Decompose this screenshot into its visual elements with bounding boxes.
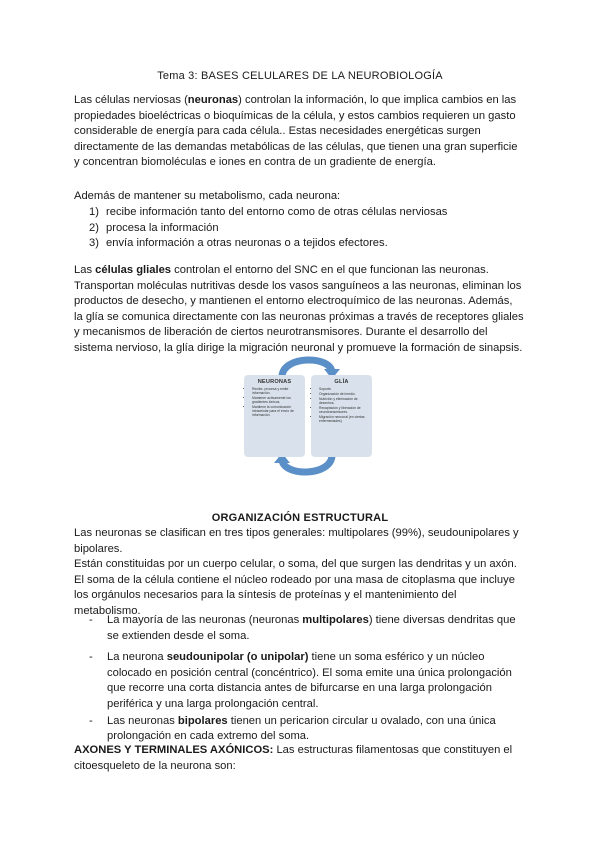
list-text: procesa la información	[106, 221, 219, 234]
list-item	[74, 613, 524, 644]
list-item: • Nutrición y eliminación de desechos.	[319, 397, 369, 405]
bullet-post: tienen un pericarion circular u ovalado, con una única prolongación en cada extremo del soma.	[107, 714, 496, 743]
glia-text-a: Las	[74, 264, 96, 276]
bullet-pre: La mayoría de las neuronas (neuronas	[107, 614, 303, 626]
bullet-pre: Las neuronas	[107, 714, 178, 727]
classification-paragraph: Las neuronas se clasifican en tres tipos generales: multipolares (99%), seudounipolares y bipolares.	[74, 527, 519, 555]
list-item	[74, 221, 524, 237]
bullet-post: ) tiene diversas dendritas que se extienden desde el soma.	[107, 614, 516, 642]
structure-paragraph: Están constituidas por un cuerpo celular, o soma, del que surgen las dendritas y un axón. El soma de la célula contiene el núcleo rodeado por una masa de citoplasma que incluye los orgánulos necesarios para la síntesis de proteínas y el mantenimiento del metabolismo.	[74, 558, 517, 617]
bottom-arrow	[282, 455, 332, 472]
list-item	[74, 236, 524, 252]
list-item: • Recibe, procesa y emite información.	[252, 387, 302, 395]
glia-text-c: controlan el entorno del SNC en el que funcionan las neuronas. Transportan moléculas nutritivas desde los vasos sanguíneos a las neuronas, eliminan los productos de desecho, y mantienen el entorno electroquímico de las neuronas. Además, la glía se comunica directamente con las neuronas próximas a través de receptores gliales y mecanismos de liberación de ciertos neurotransmisores. Durante el desarrollo del sistema nervioso, la glía dirige la migración neuronal y promueve la formación de sinapsis.	[74, 264, 524, 354]
glia-box-title: GLÍA	[334, 379, 349, 385]
list-number: 3)	[89, 237, 99, 250]
neuron-types-list	[74, 613, 524, 745]
page-title: Tema 3: BASES CELULARES DE LA NEUROBIOLOGÍA	[157, 70, 443, 82]
axons-paragraph	[74, 743, 524, 774]
neurons-box-list	[244, 387, 305, 418]
intro-bold-neuronas: neuronas	[187, 94, 239, 106]
neurons-box	[244, 375, 305, 457]
neurons-glia-diagram	[238, 351, 376, 481]
bullet-post: tiene un soma esférico y un núcleo colocado en posición central (concéntrico). El soma emite una única prolongación que recorre una corta distancia antes de bifurcarse en una larga prolongación periférica y una larga prolongación central.	[107, 651, 512, 710]
section-title-organizacion: ORGANIZACIÓN ESTRUCTURAL	[211, 512, 389, 524]
bullet-bold: seudounipolar (o unipolar)	[166, 651, 309, 664]
list-item: • Mantiene la comunicación intracelular para el envío de información.	[252, 405, 302, 418]
glia-box	[311, 375, 372, 457]
list-number: 2)	[89, 221, 99, 234]
list-item	[74, 650, 524, 712]
list-item: • Recaptación y liberación de neurotransmisores.	[319, 406, 369, 414]
list-item: • Organización del medio.	[319, 392, 369, 396]
dash-marker: -	[89, 651, 93, 664]
bullet-bold: bipolares	[177, 714, 228, 727]
metabolism-paragraph: Además de mantener su metabolismo, cada neurona:	[74, 190, 341, 202]
list-item: • Mantener activamente los gradientes iónicos.	[252, 396, 302, 404]
bullet-pre: La neurona	[107, 651, 167, 664]
neuron-functions-list	[74, 205, 524, 252]
axons-heading: AXONES Y TERMINALES AXÓNICOS:	[74, 744, 274, 756]
intro-paragraph	[74, 93, 524, 171]
list-item	[74, 714, 524, 745]
neurons-box-title: NEURONAS	[257, 379, 292, 385]
intro-text-c: ) controlan la información, lo que implica cambios en las propiedades bioeléctricas o bioquímicas de la célula, y estos cambios requieren un gasto considerable de energía para cada célula.. Estas necesidades energéticas surgen directamente de las demandas metabólicas de las células, que tienen una gran superficie y concentran biomoléculas e iones en contra de un gradiente de energía.	[74, 94, 518, 169]
dash-marker: -	[89, 714, 93, 727]
glia-box-list	[311, 387, 372, 423]
glia-paragraph	[74, 263, 524, 357]
list-text: envía información a otras neuronas o a tejidos efectores.	[106, 237, 388, 250]
list-text: recibe información tanto del entorno como de otras células nerviosas	[106, 206, 448, 218]
list-item	[74, 205, 524, 221]
bullet-bold: multipolares	[302, 614, 369, 626]
list-number: 1)	[89, 206, 99, 218]
glia-bold-term: células gliales	[95, 264, 172, 276]
dash-marker: -	[89, 614, 93, 626]
intro-text-a: Las células nerviosas (	[74, 94, 188, 106]
list-item: • Migración neuronal (en ciertas enfermedades)	[319, 415, 369, 423]
axons-text: Las estructuras filamentosas que constituyen el citoesqueleto de la neurona son:	[74, 744, 513, 772]
list-item: • Soporte.	[319, 387, 369, 391]
